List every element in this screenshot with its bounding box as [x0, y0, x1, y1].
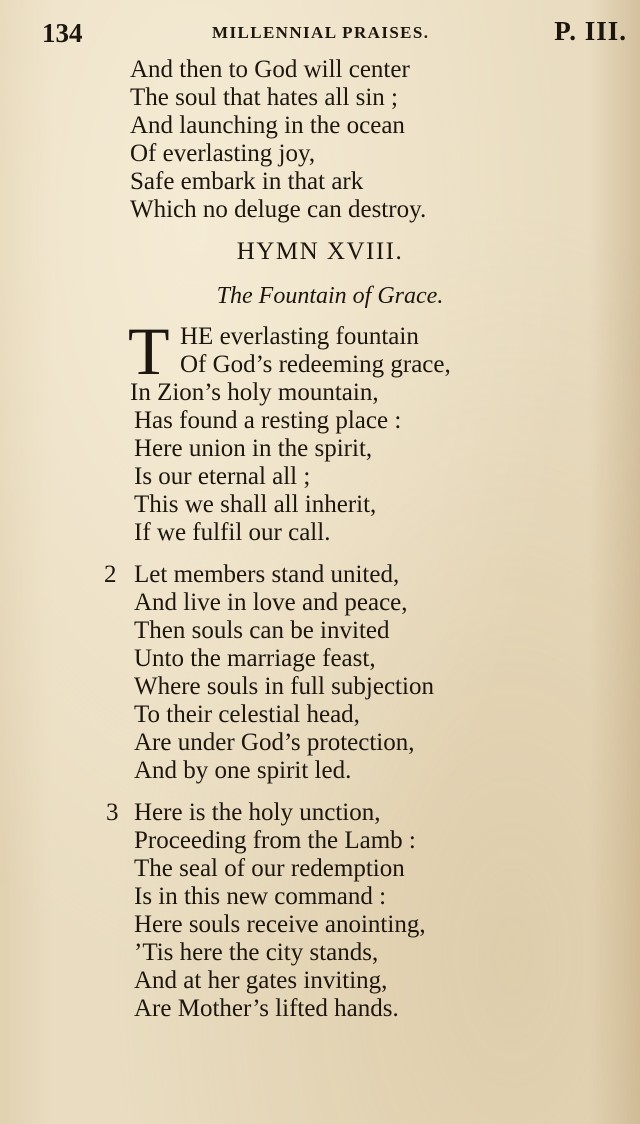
verse-1-line-8: If we fulfil our call. — [134, 519, 331, 546]
hymn-title: HYMN XVIII. — [236, 238, 404, 265]
verse-3-line-8: Are Mother’s lifted hands. — [134, 995, 399, 1022]
verse-3-line-1: Here is the holy unction, — [134, 799, 381, 826]
verse-3-line-6: ’Tis here the city stands, — [134, 939, 379, 966]
prev-line-4: Of everlasting joy, — [130, 140, 316, 167]
verse-2-line-7: Are under God’s protection, — [134, 729, 415, 756]
page-header — [42, 14, 627, 50]
verse-1-line-6: Is our eternal all ; — [134, 463, 311, 490]
drop-cap-letter: T — [128, 313, 170, 389]
verse-2-line-6: To their celestial head, — [134, 701, 360, 728]
verse-1-line-1: HE everlasting fountain — [180, 323, 419, 350]
verse-3-line-7: And at her gates inviting, — [134, 967, 388, 994]
prev-line-5: Safe embark in that ark — [130, 168, 364, 195]
verse-1-line-4: Has found a resting place : — [134, 407, 402, 434]
verse-2-line-1: Let members stand united, — [134, 561, 400, 588]
prev-line-2: The soul that hates all sin ; — [130, 84, 399, 111]
running-head: MILLENNIAL PRAISES. — [212, 23, 430, 42]
prev-line-3: And launching in the ocean — [130, 112, 405, 139]
page-number: 134 — [42, 18, 83, 48]
verse-3-line-4: Is in this new command : — [134, 883, 387, 910]
verse-3-line-5: Here souls receive anointing, — [134, 911, 426, 938]
verse-2-line-2: And live in love and peace, — [134, 589, 408, 616]
prev-line-1: And then to God will center — [130, 56, 410, 83]
verse-2-line-8: And by one spirit led. — [134, 757, 352, 784]
verse-1-line-3: In Zion’s holy mountain, — [130, 379, 379, 406]
verse-1-line-5: Here union in the spirit, — [134, 435, 373, 462]
verse-1-line-7: This we shall all inherit, — [134, 491, 377, 518]
prev-line-6: Which no deluge can destroy. — [130, 196, 427, 223]
verse-1-line-2: Of God’s redeeming grace, — [180, 351, 451, 378]
verse-2-line-3: Then souls can be invited — [134, 617, 390, 644]
part-label: P. III. — [554, 16, 627, 46]
verse-2-line-4: Unto the marriage feast, — [134, 645, 376, 672]
hymn-subtitle: The Fountain of Grace. — [216, 283, 444, 309]
verse-2-line-5: Where souls in full subjection — [134, 673, 434, 700]
verse-number-3: 3 — [106, 799, 119, 826]
verse-3-line-3: The seal of our redemption — [134, 855, 405, 882]
verse-3-line-2: Proceeding from the Lamb : — [134, 827, 416, 854]
verse-number-2: 2 — [104, 561, 117, 588]
